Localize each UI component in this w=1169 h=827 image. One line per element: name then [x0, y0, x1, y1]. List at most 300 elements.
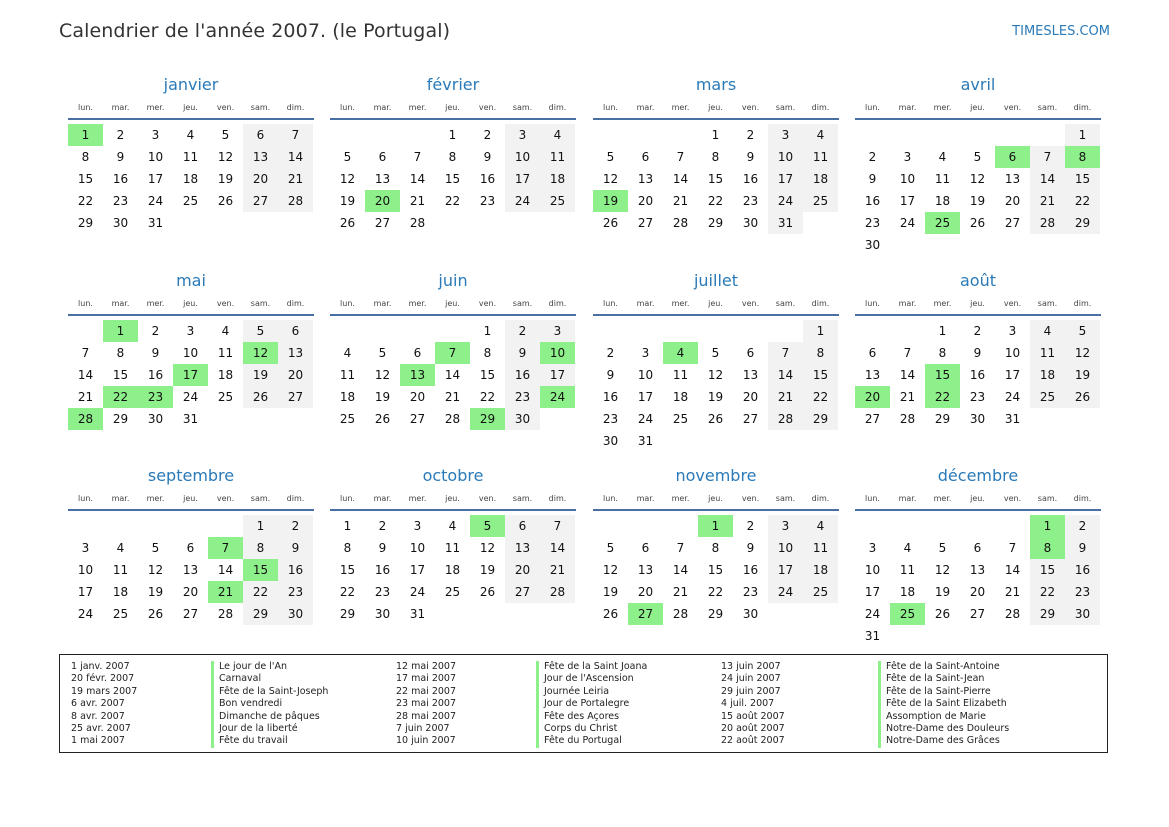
holiday-day-cell: 22: [103, 386, 138, 408]
holiday-day-cell: 15: [925, 364, 960, 386]
weekday-label: dim.: [1073, 103, 1092, 112]
day-cell: 12: [602, 563, 619, 577]
day-cell: 19: [934, 585, 951, 599]
day-cell: 3: [413, 519, 422, 533]
day-cell: 15: [803, 364, 838, 386]
day-cell: 19: [243, 364, 278, 386]
day-cell: 6: [746, 346, 755, 360]
holiday-day-cell: 23: [138, 386, 173, 408]
day-cell: 13: [864, 368, 881, 382]
day-cell: 12: [969, 172, 986, 186]
weekday-label: sam.: [775, 103, 796, 112]
day-cell: 5: [343, 150, 352, 164]
day-cell: 23: [374, 585, 391, 599]
weekday-header: [330, 299, 576, 311]
day-cell: 14: [217, 563, 234, 577]
day-cell: 6: [186, 541, 195, 555]
day-cell: 18: [803, 168, 838, 190]
legend-date: 22 mai 2007: [396, 685, 457, 697]
day-cell: 5: [973, 150, 982, 164]
holiday-day-cell: 20: [855, 386, 890, 408]
day-cell: 15: [1065, 168, 1100, 190]
day-cell: 21: [444, 390, 461, 404]
day-cell: 4: [903, 541, 912, 555]
day-cell: 4: [186, 128, 195, 142]
weekday-label: mer.: [146, 103, 165, 112]
day-cell: 16: [505, 364, 540, 386]
day-cell: 27: [409, 412, 426, 426]
day-cell: 10: [77, 563, 94, 577]
day-cell: 23: [112, 194, 129, 208]
holiday-day-cell: 7: [435, 342, 470, 364]
day-cell: 3: [768, 124, 803, 146]
day-cell: 1: [938, 324, 947, 338]
day-cell: 7: [540, 515, 575, 537]
day-cell: 4: [803, 515, 838, 537]
day-cell: 16: [602, 390, 619, 404]
holiday-day-cell: 1: [68, 124, 103, 146]
day-cell: 12: [147, 563, 164, 577]
day-cell: 17: [1004, 368, 1021, 382]
day-cell: 30: [602, 434, 619, 448]
day-cell: 2: [868, 150, 877, 164]
day-cell: 26: [707, 412, 724, 426]
weekday-label: ven.: [216, 494, 235, 503]
header-divider: [593, 509, 839, 511]
day-cell: 24: [899, 216, 916, 230]
day-cell: 6: [641, 541, 650, 555]
day-cell: 13: [742, 368, 759, 382]
legend-name-column: [536, 661, 647, 748]
legend-holiday-name: Fête de la Saint-Joseph: [211, 686, 328, 698]
day-cell: 21: [278, 168, 313, 190]
day-cell: 24: [768, 581, 803, 603]
weekday-label: dim.: [1073, 494, 1092, 503]
weekday-label: dim.: [548, 299, 567, 308]
day-cell: 28: [672, 216, 689, 230]
day-cell: 11: [540, 146, 575, 168]
legend-holiday-name: Notre-Dame des Douleurs: [878, 723, 1009, 735]
holiday-day-cell: 24: [540, 386, 575, 408]
header-divider: [855, 314, 1101, 316]
day-cell: 30: [864, 238, 881, 252]
weekday-header: [593, 299, 839, 311]
holiday-day-cell: 13: [400, 364, 435, 386]
day-cell: 17: [147, 172, 164, 186]
day-cell: 13: [374, 172, 391, 186]
day-cell: 27: [243, 190, 278, 212]
day-cell: 20: [505, 559, 540, 581]
day-cell: 9: [746, 541, 755, 555]
weekday-label: mer.: [146, 299, 165, 308]
day-cell: 8: [711, 541, 720, 555]
legend-date: 22 août 2007: [721, 735, 785, 747]
day-cell: 19: [1065, 364, 1100, 386]
day-cell: 27: [182, 607, 199, 621]
day-cell: 25: [444, 585, 461, 599]
day-cell: 13: [969, 563, 986, 577]
day-cell: 9: [1065, 537, 1100, 559]
day-cell: 7: [768, 342, 803, 364]
day-cell: 13: [243, 146, 278, 168]
weekday-label: lun.: [78, 103, 93, 112]
weekday-label: mar.: [373, 494, 392, 503]
weekday-header: [330, 494, 576, 506]
day-cell: 28: [899, 412, 916, 426]
weekday-label: sam.: [1037, 103, 1058, 112]
day-cell: 29: [707, 216, 724, 230]
day-cell: 26: [339, 216, 356, 230]
day-cell: 1: [448, 128, 457, 142]
day-cell: 27: [969, 607, 986, 621]
day-cell: 12: [217, 150, 234, 164]
day-cell: 18: [1030, 364, 1065, 386]
day-cell: 26: [374, 412, 391, 426]
legend-holiday-name: Dimanche de pâques: [211, 711, 328, 723]
day-cell: 10: [899, 172, 916, 186]
day-cell: 11: [444, 541, 461, 555]
day-cell: 28: [217, 607, 234, 621]
weekday-label: mer.: [933, 103, 952, 112]
day-cell: 12: [1065, 342, 1100, 364]
day-cell: 10: [768, 537, 803, 559]
day-cell: 26: [602, 607, 619, 621]
day-cell: 14: [1004, 563, 1021, 577]
day-cell: 21: [77, 390, 94, 404]
day-cell: 27: [374, 216, 391, 230]
day-cell: 10: [505, 146, 540, 168]
weekday-label: ven.: [1003, 103, 1022, 112]
legend-holiday-name: Fête du Portugal: [536, 735, 647, 747]
day-cell: 6: [505, 515, 540, 537]
day-cell: 29: [1030, 603, 1065, 625]
day-cell: 16: [864, 194, 881, 208]
day-cell: 7: [1008, 541, 1017, 555]
weekday-label: mar.: [111, 103, 130, 112]
day-cell: 19: [339, 194, 356, 208]
day-cell: 21: [540, 559, 575, 581]
weekday-label: mer.: [671, 103, 690, 112]
weekday-label: mar.: [373, 103, 392, 112]
day-cell: 18: [217, 368, 234, 382]
weekday-label: sam.: [512, 494, 533, 503]
day-cell: 27: [637, 216, 654, 230]
day-cell: 31: [409, 607, 426, 621]
day-cell: 20: [969, 585, 986, 599]
day-cell: 21: [1030, 190, 1065, 212]
day-cell: 9: [278, 537, 313, 559]
month-name: août: [959, 271, 996, 290]
day-cell: 14: [409, 172, 426, 186]
day-cell: 13: [637, 563, 654, 577]
day-cell: 4: [221, 324, 230, 338]
day-cell: 23: [742, 585, 759, 599]
day-cell: 24: [768, 190, 803, 212]
weekday-label: lun.: [603, 299, 618, 308]
day-cell: 19: [147, 585, 164, 599]
day-cell: 1: [243, 515, 278, 537]
weekday-label: ven.: [478, 494, 497, 503]
weekday-label: ven.: [1003, 494, 1022, 503]
header-divider: [330, 314, 576, 316]
weekday-header: [855, 494, 1101, 506]
day-cell: 14: [899, 368, 916, 382]
day-cell: 19: [969, 194, 986, 208]
page-title: Calendrier de l'année 2007. (le Portugal): [59, 20, 451, 42]
holiday-day-cell: 20: [365, 190, 400, 212]
day-cell: 2: [973, 324, 982, 338]
day-cell: 15: [707, 172, 724, 186]
day-cell: 9: [973, 346, 982, 360]
weekday-label: jeu.: [445, 494, 460, 503]
legend-holiday-name: Fête de la Saint-Pierre: [878, 686, 1009, 698]
day-cell: 10: [768, 146, 803, 168]
day-cell: 9: [116, 150, 125, 164]
day-cell: 29: [803, 408, 838, 430]
day-cell: 10: [1004, 346, 1021, 360]
header-divider: [855, 118, 1101, 120]
day-cell: 26: [243, 386, 278, 408]
legend-date: 29 juin 2007: [721, 685, 781, 697]
weekday-header: [593, 103, 839, 115]
day-cell: 9: [746, 150, 755, 164]
day-cell: 6: [868, 346, 877, 360]
day-cell: 26: [1065, 386, 1100, 408]
month-name: avril: [960, 75, 996, 94]
legend-holiday-name: Carnaval: [211, 673, 328, 685]
legend-date: 8 avr. 2007: [71, 710, 125, 722]
day-cell: 18: [339, 390, 356, 404]
legend-holiday-name: Assomption de Marie: [878, 711, 1009, 723]
day-cell: 29: [243, 603, 278, 625]
weekday-label: sam.: [775, 494, 796, 503]
weekday-header: [593, 494, 839, 506]
day-cell: 20: [637, 194, 654, 208]
header-divider: [593, 314, 839, 316]
day-cell: 25: [803, 581, 838, 603]
day-cell: 30: [278, 603, 313, 625]
weekday-label: jeu.: [183, 299, 198, 308]
weekday-label: mar.: [636, 494, 655, 503]
holiday-day-cell: 5: [470, 515, 505, 537]
day-cell: 22: [707, 585, 724, 599]
day-cell: 3: [186, 324, 195, 338]
day-cell: 12: [934, 563, 951, 577]
holiday-day-cell: 22: [925, 386, 960, 408]
day-cell: 6: [413, 346, 422, 360]
day-cell: 14: [278, 146, 313, 168]
day-cell: 26: [969, 216, 986, 230]
day-cell: 28: [1030, 212, 1065, 234]
day-cell: 5: [938, 541, 947, 555]
legend-date: 4 juil. 2007: [721, 698, 775, 710]
day-cell: 14: [768, 364, 803, 386]
weekday-label: ven.: [741, 103, 760, 112]
day-cell: 2: [1065, 515, 1100, 537]
day-cell: 25: [182, 194, 199, 208]
weekday-label: mer.: [933, 299, 952, 308]
day-cell: 11: [1030, 342, 1065, 364]
legend-date: 15 août 2007: [721, 710, 785, 722]
weekday-label: dim.: [548, 103, 567, 112]
weekday-label: jeu.: [970, 494, 985, 503]
weekday-label: mer.: [671, 494, 690, 503]
day-cell: 11: [339, 368, 356, 382]
holiday-day-cell: 1: [103, 320, 138, 342]
day-cell: 12: [374, 368, 391, 382]
month-name: octobre: [422, 466, 484, 485]
weekday-label: ven.: [1003, 299, 1022, 308]
day-cell: 9: [606, 368, 615, 382]
day-cell: 24: [864, 607, 881, 621]
weekday-label: jeu.: [445, 103, 460, 112]
day-cell: 3: [540, 320, 575, 342]
day-cell: 22: [707, 194, 724, 208]
day-cell: 18: [899, 585, 916, 599]
day-cell: 7: [1030, 146, 1065, 168]
day-cell: 25: [339, 412, 356, 426]
day-cell: 28: [409, 216, 426, 230]
day-cell: 2: [378, 519, 387, 533]
holiday-day-cell: 25: [890, 603, 925, 625]
day-cell: 26: [147, 607, 164, 621]
weekday-label: jeu.: [183, 494, 198, 503]
site-link[interactable]: TIMESLES.COM: [1012, 24, 1110, 39]
day-cell: 5: [1065, 320, 1100, 342]
day-cell: 28: [444, 412, 461, 426]
legend-name-column: [211, 661, 328, 748]
day-cell: 17: [409, 563, 426, 577]
weekday-label: lun.: [340, 103, 355, 112]
day-cell: 1: [711, 128, 720, 142]
day-cell: 30: [374, 607, 391, 621]
day-cell: 6: [378, 150, 387, 164]
day-cell: 3: [505, 124, 540, 146]
day-cell: 15: [1030, 559, 1065, 581]
weekday-label: dim.: [811, 103, 830, 112]
legend-holiday-name: Le jour de l'An: [211, 661, 328, 673]
month-name: novembre: [675, 466, 757, 485]
day-cell: 28: [768, 408, 803, 430]
day-cell: 31: [864, 629, 881, 643]
weekday-label: mer.: [671, 299, 690, 308]
weekday-label: ven.: [216, 103, 235, 112]
day-cell: 25: [112, 607, 129, 621]
month-name: mars: [695, 75, 737, 94]
day-cell: 3: [81, 541, 90, 555]
day-cell: 17: [864, 585, 881, 599]
legend-holiday-name: Jour de Portalegre: [536, 698, 647, 710]
weekday-label: jeu.: [183, 103, 198, 112]
day-cell: 14: [1030, 168, 1065, 190]
day-cell: 24: [182, 390, 199, 404]
day-cell: 2: [116, 128, 125, 142]
day-cell: 17: [77, 585, 94, 599]
weekday-label: mar.: [111, 299, 130, 308]
day-cell: 16: [112, 172, 129, 186]
day-cell: 23: [969, 390, 986, 404]
day-cell: 20: [637, 585, 654, 599]
day-cell: 11: [182, 150, 199, 164]
legend-date: 1 mai 2007: [71, 735, 125, 747]
weekday-label: sam.: [512, 103, 533, 112]
day-cell: 16: [1065, 559, 1100, 581]
day-cell: 2: [278, 515, 313, 537]
day-cell: 30: [147, 412, 164, 426]
day-cell: 17: [768, 559, 803, 581]
day-cell: 1: [1065, 124, 1100, 146]
header-divider: [593, 118, 839, 120]
weekday-label: lun.: [603, 494, 618, 503]
legend-date: 19 mars 2007: [71, 685, 138, 697]
day-cell: 9: [151, 346, 160, 360]
day-cell: 14: [540, 537, 575, 559]
weekday-label: dim.: [548, 494, 567, 503]
day-cell: 15: [112, 368, 129, 382]
day-cell: 12: [707, 368, 724, 382]
day-cell: 11: [803, 537, 838, 559]
day-cell: 15: [707, 563, 724, 577]
weekday-label: mar.: [111, 494, 130, 503]
legend-date: 20 août 2007: [721, 722, 785, 734]
day-cell: 9: [505, 342, 540, 364]
weekday-label: ven.: [216, 299, 235, 308]
day-cell: 6: [973, 541, 982, 555]
day-cell: 18: [803, 559, 838, 581]
day-cell: 21: [1004, 585, 1021, 599]
day-cell: 24: [147, 194, 164, 208]
day-cell: 2: [151, 324, 160, 338]
day-cell: 19: [217, 172, 234, 186]
holiday-day-cell: 19: [593, 190, 628, 212]
day-cell: 23: [278, 581, 313, 603]
day-cell: 16: [742, 172, 759, 186]
day-cell: 2: [606, 346, 615, 360]
day-cell: 22: [479, 390, 496, 404]
day-cell: 26: [602, 216, 619, 230]
header-divider: [330, 118, 576, 120]
day-cell: 5: [221, 128, 230, 142]
day-cell: 17: [505, 168, 540, 190]
day-cell: 20: [409, 390, 426, 404]
day-cell: 3: [151, 128, 160, 142]
day-cell: 11: [217, 346, 234, 360]
day-cell: 8: [343, 541, 352, 555]
day-cell: 16: [969, 368, 986, 382]
day-cell: 22: [444, 194, 461, 208]
day-cell: 26: [934, 607, 951, 621]
holiday-day-cell: 8: [1030, 537, 1065, 559]
weekday-label: jeu.: [708, 494, 723, 503]
legend-holiday-name: Fête du travail: [211, 735, 328, 747]
day-cell: 25: [672, 412, 689, 426]
day-cell: 21: [768, 386, 803, 408]
holiday-day-cell: 10: [540, 342, 575, 364]
day-cell: 15: [339, 563, 356, 577]
day-cell: 28: [278, 190, 313, 212]
day-cell: 2: [505, 320, 540, 342]
legend-holiday-name: Fête de la Saint-Antoine: [878, 661, 1009, 673]
legend-date-column: [71, 661, 137, 748]
day-cell: 15: [479, 368, 496, 382]
day-cell: 4: [1030, 320, 1065, 342]
day-cell: 9: [378, 541, 387, 555]
legend-holiday-name: Jour de l'Ascension: [536, 673, 647, 685]
header-divider: [68, 314, 314, 316]
weekday-label: ven.: [741, 494, 760, 503]
day-cell: 24: [77, 607, 94, 621]
legend-date: 23 mai 2007: [396, 698, 457, 710]
